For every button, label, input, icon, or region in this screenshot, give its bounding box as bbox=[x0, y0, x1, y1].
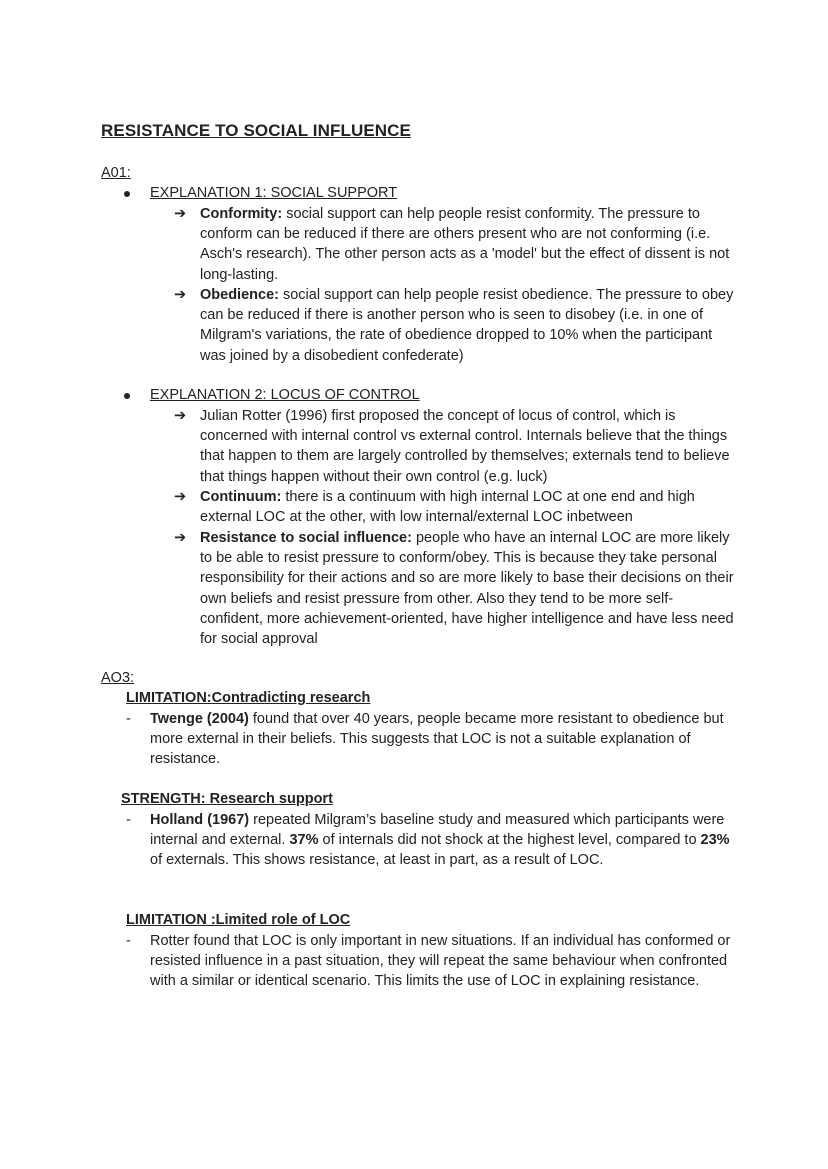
explanation1-heading: EXPLANATION 1: SOCIAL SUPPORT bbox=[150, 185, 398, 201]
arrow-icon: ➔ bbox=[174, 530, 187, 546]
strength-heading: STRENGTH: Research support bbox=[121, 791, 333, 807]
page-title: RESISTANCE TO SOCIAL INFLUENCE bbox=[101, 121, 411, 140]
item-text: social support can help people resist conformity. The pressure to conform can be reduced if there are others present who are not conforming (i.e. Asch's research). The other person acts as a 'model' but the effect of dissent is not long-lasting. bbox=[200, 206, 730, 283]
explanation2-item bbox=[200, 487, 735, 527]
text-plain: of externals. This shows resistance, at least in part, as a result of LOC. bbox=[150, 852, 604, 869]
explanation1-item bbox=[200, 204, 735, 285]
item-text: there is a continuum with high internal LOC at one end and high external LOC at the other, with low internal/external LOC inbetween bbox=[200, 489, 695, 526]
ao3-paragraph bbox=[150, 709, 735, 770]
item-text: people who have an internal LOC are more likely to be able to resist pressure to conform/obey. This is because they take personal responsibility for their actions and so are more likely to base their decisions on their own beliefs and resist pressure from other. Also they tend to be more self-confident, more achievement-oriented, have higher intelligence and have less need for social approval bbox=[200, 530, 734, 648]
explanation2-item bbox=[200, 528, 735, 649]
item-text: social support can help people resist obedience. The pressure to obey can be reduced if there is another person who is seen to disobey (i.e. in one of Milgram's variations, the rate of obedience dropped to 10% when the participant was joined by a disobedient confederate) bbox=[200, 287, 734, 364]
dash-icon: - bbox=[126, 812, 131, 828]
text-bold: Holland (1967) bbox=[150, 812, 250, 828]
text-bold: Twenge (2004) bbox=[150, 711, 249, 727]
text-plain: repeated Milgram’s baseline study and measured which participants were internal and external. bbox=[150, 812, 725, 849]
item-bold: Resistance to social influence: bbox=[200, 530, 412, 546]
explanation2-item bbox=[200, 406, 735, 487]
arrow-icon: ➔ bbox=[174, 287, 187, 303]
explanation2-heading: EXPLANATION 2: LOCUS OF CONTROL bbox=[150, 387, 420, 403]
bullet-icon bbox=[124, 191, 130, 197]
ao1-label: A01: bbox=[101, 165, 131, 181]
arrow-icon: ➔ bbox=[174, 408, 187, 424]
ao3-paragraph bbox=[150, 810, 735, 871]
text-plain: Rotter found that LOC is only important in new situations. If an individual has conformed or resisted influence in a past situation, they will repeat the same behaviour when confronted with a similar or identical scenario. This limits the use of LOC in explaining resistance. bbox=[150, 933, 731, 990]
bullet-icon bbox=[124, 393, 130, 399]
item-bold: Obedience: bbox=[200, 287, 279, 303]
ao3-label: AO3: bbox=[101, 670, 135, 686]
limitation-heading: LIMITATION:Contradicting research bbox=[126, 690, 371, 706]
dash-icon: - bbox=[126, 933, 131, 949]
text-bold: 23% bbox=[700, 832, 730, 849]
text-plain: of internals did not shock at the highest level, compared to bbox=[318, 832, 701, 849]
arrow-icon: ➔ bbox=[174, 489, 187, 505]
dash-icon: - bbox=[126, 711, 131, 727]
item-bold: Continuum: bbox=[200, 489, 282, 505]
text-plain: found that over 40 years, people became more resistant to obedience but more external in their beliefs. This suggests that LOC is not a suitable explanation of resistance. bbox=[150, 711, 724, 768]
ao3-paragraph bbox=[150, 931, 735, 992]
explanation1-item bbox=[200, 285, 735, 366]
text-bold: 37% bbox=[289, 832, 319, 849]
limitation-heading: LIMITATION :Limited role of LOC bbox=[126, 912, 351, 928]
item-bold: Conformity: bbox=[200, 206, 283, 222]
item-text: Julian Rotter (1996) first proposed the concept of locus of control, which is concerned with internal control vs external control. Internals believe that the things that happen to them are largely controlled by themselves; externals tend to believe that things happen without their own control (e.g. luck) bbox=[200, 408, 730, 485]
arrow-icon: ➔ bbox=[174, 206, 187, 222]
